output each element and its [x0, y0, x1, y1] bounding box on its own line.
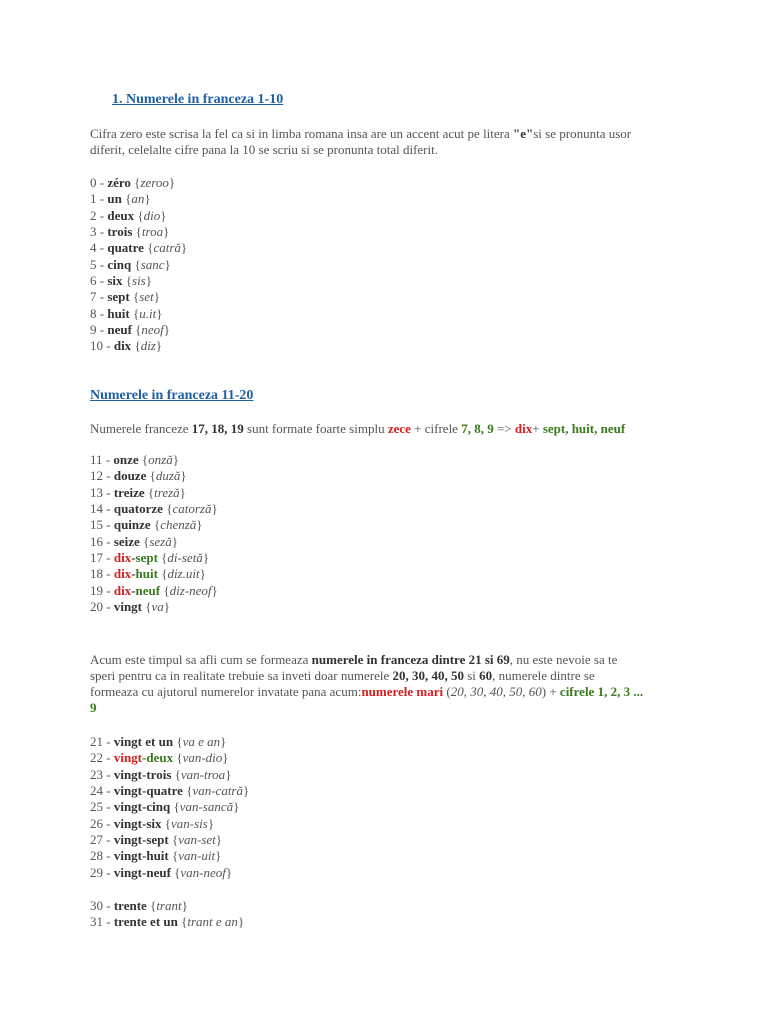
- list-item: [90, 767, 249, 783]
- brace: }: [225, 766, 232, 782]
- list-item: [90, 583, 218, 599]
- para-text: si: [463, 668, 480, 683]
- brace: {: [150, 517, 161, 533]
- brace: {: [146, 468, 156, 484]
- item-number: 5 -: [90, 256, 108, 272]
- item-pronunciation: duză: [155, 468, 181, 484]
- item-number: 17 -: [90, 549, 114, 565]
- brace: }: [215, 831, 223, 847]
- brace: {: [142, 598, 152, 614]
- brace: {: [161, 815, 172, 831]
- brace: {: [144, 484, 155, 500]
- item-pronunciation: van-sis: [171, 815, 208, 831]
- item-pronunciation: van-sancă: [179, 799, 234, 815]
- item-word: trois: [107, 223, 133, 239]
- item-pronunciation: van-troa: [180, 766, 226, 782]
- list-item: [90, 517, 218, 533]
- para-text: , numerele dintre se: [492, 668, 595, 683]
- item-word: deux: [107, 207, 135, 223]
- item-pronunciation: trant e an: [187, 914, 238, 930]
- brace: {: [173, 750, 183, 766]
- item-number: 8 -: [90, 305, 108, 321]
- item-pronunciation: van-dio: [182, 750, 223, 766]
- item-word: cinq: [107, 256, 132, 272]
- item-number: 22 -: [90, 750, 114, 766]
- word-dix: dix: [514, 421, 533, 436]
- list-item: [90, 566, 218, 582]
- plus-text: +: [532, 421, 543, 436]
- item-number: 25 -: [90, 799, 114, 815]
- item-number: 20 -: [90, 598, 114, 614]
- brace: }: [172, 452, 179, 467]
- item-number: 7 -: [90, 289, 108, 305]
- item-pronunciation: onză: [148, 452, 173, 467]
- list-item: [90, 832, 249, 848]
- highlight-60: 60: [479, 668, 493, 683]
- item-pronunciation: treză: [154, 484, 180, 500]
- item-pronunciation: troa: [141, 223, 164, 239]
- brace: }: [202, 549, 210, 565]
- item-pronunciation: van-neof: [180, 864, 226, 880]
- item-number: 2 -: [90, 207, 108, 223]
- list-item: [90, 914, 244, 930]
- brace: {: [177, 914, 188, 930]
- brace: }: [220, 734, 227, 749]
- item-prefix: dix: [113, 566, 132, 582]
- section-heading-11-20: Numerele in franceza 11-20: [90, 388, 254, 403]
- brace: {: [146, 898, 157, 913]
- item-word: quatorze: [113, 500, 163, 516]
- intro-text: Cifra zero este scrisa la fel ca si in limba romana insa are un accent acut pe litera: [90, 126, 514, 141]
- para3-line-4: [90, 700, 690, 716]
- item-suffix: -deux: [142, 750, 174, 766]
- numbers-list-30-31: [90, 898, 244, 931]
- para3-line-1: [90, 652, 690, 668]
- item-pronunciation: catorză: [172, 500, 212, 516]
- numerele-mari: numerele mari: [361, 684, 444, 699]
- list-item: [90, 898, 244, 914]
- item-pronunciation: va e an: [182, 734, 221, 749]
- brace: {: [168, 848, 179, 864]
- para-text: formeaza cu ajutorul numerelor invatate pana acum:: [90, 684, 362, 699]
- brace: }: [222, 750, 229, 766]
- item-word: douze: [113, 468, 147, 484]
- brace: }: [163, 223, 170, 239]
- item-number: 27 -: [90, 831, 114, 847]
- list-item: [90, 289, 187, 305]
- brace: {: [139, 533, 150, 549]
- brace: }: [233, 799, 240, 815]
- item-prefix: vingt: [113, 750, 143, 766]
- brace: {: [157, 566, 168, 582]
- para-text: (: [443, 684, 451, 699]
- brace: {: [168, 831, 179, 847]
- item-pronunciation: van-catră: [192, 782, 243, 798]
- highlight-digits: 7, 8, 9: [461, 421, 494, 436]
- brace: }: [211, 500, 218, 516]
- brace: }: [237, 914, 245, 930]
- list-item: [90, 783, 249, 799]
- item-pronunciation: sis: [132, 272, 146, 288]
- list-item: [90, 750, 249, 766]
- brace: }: [163, 598, 171, 614]
- item-pronunciation: zeroo: [140, 175, 169, 190]
- item-word: seize: [113, 533, 140, 549]
- brace: {: [170, 799, 180, 815]
- item-word: dix: [113, 338, 132, 354]
- item-number: 18 -: [90, 566, 114, 582]
- item-word: quinze: [113, 517, 151, 533]
- numbers-list-21-29: [90, 734, 249, 881]
- item-number: 6 -: [90, 272, 108, 288]
- item-number: 16 -: [90, 533, 114, 549]
- item-word: onze: [113, 452, 139, 467]
- item-number: 3 -: [90, 223, 108, 239]
- item-pronunciation: van-uit: [178, 848, 216, 864]
- brace: {: [122, 272, 133, 288]
- highlight-words: sept, huit, neuf: [542, 421, 626, 436]
- item-dash: -: [131, 566, 136, 582]
- list-item: [90, 550, 218, 566]
- item-word: six: [107, 272, 123, 288]
- brace: {: [131, 321, 142, 337]
- item-word: quatre: [107, 240, 144, 256]
- item-word: neuf: [107, 321, 132, 337]
- item-number: 1 -: [90, 191, 108, 207]
- brace: }: [225, 864, 233, 880]
- brace: {: [182, 782, 193, 798]
- intro-text: Numerele franceze: [90, 421, 192, 436]
- item-number: 12 -: [90, 468, 114, 484]
- list-item: [90, 175, 187, 191]
- intro-line-2: diferit, celelalte cifre pana la 10 se scriu si se pronunta total diferit.: [90, 142, 438, 157]
- highlight-range: numerele in franceza dintre 21 si 69: [311, 652, 510, 667]
- letter-e: "e": [513, 126, 534, 141]
- brace: {: [131, 256, 141, 272]
- brace: }: [207, 815, 215, 831]
- brace: }: [180, 240, 188, 256]
- item-pronunciation: u.it: [139, 305, 157, 321]
- list-item: [90, 273, 187, 289]
- item-pronunciation: trant: [156, 898, 182, 913]
- brace: }: [153, 289, 160, 305]
- brace: {: [129, 305, 140, 321]
- digit-9: 9: [90, 700, 97, 715]
- item-word: vingt et un: [113, 734, 174, 749]
- item-pronunciation: sanc: [140, 256, 165, 272]
- item-word: huit: [107, 305, 130, 321]
- tens-italic: 20, 30, 40, 50, 60: [450, 684, 542, 699]
- item-pronunciation: va: [151, 598, 164, 614]
- brace: }: [243, 782, 250, 798]
- highlight-tens: 20, 30, 40, 50: [392, 668, 464, 683]
- brace: }: [145, 272, 152, 288]
- item-pronunciation: dio: [143, 207, 161, 223]
- item-word: vingt-huit: [113, 848, 169, 864]
- item-pronunciation: diz: [140, 338, 156, 354]
- brace: {: [170, 864, 181, 880]
- brace: }: [171, 533, 178, 549]
- item-word: un: [107, 191, 122, 207]
- item-word: vingt-neuf: [113, 864, 171, 880]
- cifrele-green: cifrele 1, 2, 3 ...: [559, 684, 644, 699]
- intro-text: si se pronunta usor: [533, 126, 632, 141]
- intro-paragraph-2: [90, 421, 690, 437]
- item-number: 30 -: [90, 898, 114, 913]
- item-pronunciation: set: [139, 289, 154, 305]
- item-pronunciation: an: [131, 191, 145, 207]
- para3-line-2: [90, 668, 690, 684]
- list-item: [90, 452, 218, 468]
- brace: {: [162, 500, 173, 516]
- intro-text: sunt formate foarte simplu: [243, 421, 388, 436]
- list-item: [90, 224, 187, 240]
- item-word: vingt: [113, 598, 143, 614]
- brace: }: [160, 207, 167, 223]
- item-dash: -: [131, 549, 136, 565]
- list-item: [90, 338, 187, 354]
- word-zece: zece: [387, 421, 411, 436]
- brace: {: [132, 223, 142, 239]
- item-suffix: neuf: [135, 582, 161, 598]
- intro-line-1: [90, 126, 690, 142]
- brace: {: [129, 289, 140, 305]
- intro-paragraph-1: [90, 126, 690, 158]
- item-number: 11 -: [90, 452, 114, 467]
- item-number: 31 -: [90, 914, 114, 930]
- item-number: 15 -: [90, 517, 114, 533]
- brace: }: [211, 582, 218, 598]
- brace: {: [134, 207, 144, 223]
- brace: }: [215, 848, 222, 864]
- item-suffix: sept: [135, 549, 158, 565]
- list-item: [90, 799, 249, 815]
- list-item: [90, 322, 187, 338]
- item-number: 0 -: [90, 175, 108, 190]
- brace: {: [160, 582, 170, 598]
- brace: }: [179, 484, 186, 500]
- item-pronunciation: diz.uit: [167, 566, 200, 582]
- brace: {: [131, 338, 141, 354]
- item-number: 19 -: [90, 582, 114, 598]
- highlight-numbers: 17, 18, 19: [191, 421, 244, 436]
- list-item: [90, 501, 218, 517]
- list-item: [90, 468, 218, 484]
- brace: }: [196, 517, 203, 533]
- list-item: [90, 865, 249, 881]
- item-number: 26 -: [90, 815, 114, 831]
- item-number: 14 -: [90, 500, 114, 516]
- item-word: trente et un: [113, 914, 178, 930]
- item-number: 24 -: [90, 782, 114, 798]
- brace: }: [164, 256, 171, 272]
- brace: {: [171, 766, 181, 782]
- item-number: 29 -: [90, 864, 114, 880]
- item-prefix: dix: [113, 582, 132, 598]
- list-item: [90, 306, 187, 322]
- para3-line-3: [90, 684, 690, 700]
- list-item: [90, 208, 187, 224]
- item-word: sept: [107, 289, 130, 305]
- brace: }: [155, 338, 163, 354]
- brace: }: [180, 468, 187, 484]
- list-item: [90, 534, 218, 550]
- item-word: vingt-six: [113, 815, 162, 831]
- item-suffix: huit: [135, 566, 158, 582]
- item-number: 9 -: [90, 321, 108, 337]
- item-word: vingt-quatre: [113, 782, 183, 798]
- list-item: [90, 485, 218, 501]
- list-item: [90, 599, 218, 615]
- item-pronunciation: neof: [141, 321, 164, 337]
- item-pronunciation: di-setă: [167, 549, 203, 565]
- brace: }: [156, 305, 163, 321]
- numbers-list-11-20: [90, 452, 218, 615]
- intro-paragraph-3: [90, 652, 690, 716]
- list-item: [90, 848, 249, 864]
- list-item: [90, 257, 187, 273]
- item-number: 28 -: [90, 848, 114, 864]
- para-text: speri pentru ca in realitate trebuie sa inveti doar numerele: [90, 668, 393, 683]
- item-number: 13 -: [90, 484, 114, 500]
- item-word: vingt-cinq: [113, 799, 171, 815]
- para-text: Acum este timpul sa afli cum se formeaza: [90, 652, 312, 667]
- brace: {: [143, 240, 154, 256]
- brace: {: [157, 549, 168, 565]
- intro-text: + cifrele: [410, 421, 462, 436]
- list-item: [90, 240, 187, 256]
- item-number: 23 -: [90, 766, 114, 782]
- brace: }: [199, 566, 206, 582]
- brace: {: [121, 191, 132, 207]
- para-text: ) +: [541, 684, 560, 699]
- item-number: 4 -: [90, 240, 108, 256]
- brace: }: [168, 175, 176, 190]
- brace: {: [173, 734, 183, 749]
- list-item: [90, 191, 187, 207]
- item-pronunciation: seză: [149, 533, 172, 549]
- item-number: 21 -: [90, 734, 114, 749]
- item-number: 10 -: [90, 338, 114, 354]
- brace: }: [181, 898, 188, 913]
- item-word: zéro: [107, 175, 131, 190]
- item-word: vingt-sept: [113, 831, 169, 847]
- section-heading-1-10: 1. Numerele in franceza 1-10: [112, 92, 284, 107]
- arrow-text: =>: [493, 421, 515, 436]
- item-word: treize: [113, 484, 145, 500]
- item-prefix: dix: [113, 549, 132, 565]
- brace: {: [138, 452, 149, 467]
- item-pronunciation: van-set: [178, 831, 216, 847]
- list-item: [90, 734, 249, 750]
- item-word: trente: [113, 898, 147, 913]
- item-pronunciation: catră: [153, 240, 181, 256]
- brace: {: [130, 175, 141, 190]
- para-text: , nu este nevoie sa te: [509, 652, 618, 667]
- brace: }: [144, 191, 151, 207]
- item-pronunciation: diz-neof: [169, 582, 212, 598]
- item-word: vingt-trois: [113, 766, 172, 782]
- item-pronunciation: chenză: [160, 517, 197, 533]
- item-dash: -: [131, 582, 136, 598]
- list-item: [90, 816, 249, 832]
- brace: }: [163, 321, 171, 337]
- numbers-list-1-10: [90, 175, 187, 355]
